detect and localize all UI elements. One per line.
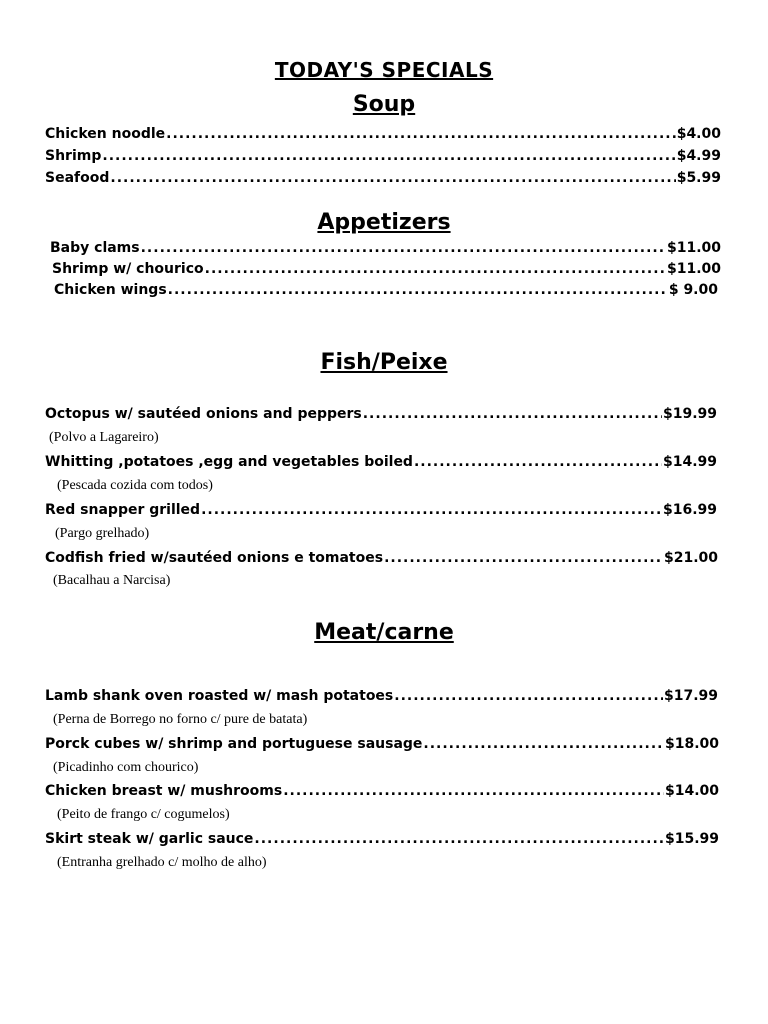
item-name: Skirt steak w/ garlic sauce (45, 831, 254, 847)
item-translation: (Perna de Borrego no forno c/ pure de batata) (53, 712, 308, 727)
dot-leader (102, 148, 675, 164)
dot-leader (423, 736, 664, 752)
dot-leader (283, 783, 664, 799)
menu-item (50, 240, 721, 260)
menu-item (45, 170, 721, 190)
dot-leader (394, 688, 663, 704)
menu-item (45, 736, 719, 756)
item-price: $15.99 (664, 831, 719, 847)
item-price: $4.99 (676, 148, 721, 164)
section-heading-appetizers: Appetizers (317, 210, 451, 235)
menu-item (45, 550, 718, 570)
menu-item (45, 126, 721, 146)
dot-leader (201, 502, 662, 518)
dot-leader (168, 282, 668, 298)
item-translation: (Pargo grelhado) (55, 526, 150, 541)
section-heading-meat: Meat/carne (314, 620, 454, 645)
item-price: $14.00 (664, 783, 719, 799)
menu-item (45, 148, 721, 168)
item-translation: (Bacalhau a Narcisa) (53, 573, 171, 588)
item-price: $21.00 (663, 550, 718, 566)
item-name: Whitting ,potatoes ,egg and vegetables boiled (45, 454, 413, 470)
item-name: Codfish fried w/sautéed onions e tomatoes (45, 550, 384, 566)
dot-leader (141, 240, 666, 256)
page-title: TODAY'S SPECIALS (274, 58, 494, 82)
section-heading-soup: Soup (352, 92, 416, 117)
dot-leader (363, 406, 662, 422)
item-price: $14.99 (662, 454, 717, 470)
menu-item (45, 406, 717, 426)
item-price: $11.00 (666, 261, 721, 277)
menu-item (45, 688, 718, 708)
dot-leader (254, 831, 664, 847)
item-name: Red snapper grilled (45, 502, 201, 518)
item-name: Shrimp (45, 148, 102, 164)
section-heading-fish: Fish/Peixe (320, 350, 448, 375)
dot-leader (384, 550, 663, 566)
item-price: $19.99 (662, 406, 717, 422)
dot-leader (166, 126, 676, 142)
item-price: $5.99 (676, 170, 721, 186)
item-name: Chicken wings (54, 282, 167, 298)
menu-item (45, 831, 719, 851)
item-name: Porck cubes w/ shrimp and portuguese sausage (45, 736, 423, 752)
item-name: Shrimp w/ chourico (52, 261, 204, 277)
item-price: $16.99 (662, 502, 717, 518)
dot-leader (205, 261, 666, 277)
item-translation: (Entranha grelhado c/ molho de alho) (57, 855, 267, 870)
item-price: $4.00 (676, 126, 721, 142)
item-price: $17.99 (663, 688, 718, 704)
item-translation: (Polvo a Lagareiro) (49, 430, 159, 445)
item-translation: (Picadinho com chourico) (53, 760, 199, 775)
item-translation: (Peito de frango c/ cogumelos) (57, 807, 230, 822)
item-price: $18.00 (664, 736, 719, 752)
menu-item (45, 454, 717, 474)
menu-item (45, 783, 719, 803)
item-name: Octopus w/ sautéed onions and peppers (45, 406, 362, 422)
menu-item (45, 502, 717, 522)
menu-item (52, 261, 721, 281)
item-name: Chicken breast w/ mushrooms (45, 783, 283, 799)
item-price: $11.00 (666, 240, 721, 256)
dot-leader (110, 170, 675, 186)
item-name: Baby clams (50, 240, 140, 256)
item-name: Lamb shank oven roasted w/ mash potatoes (45, 688, 394, 704)
item-name: Chicken noodle (45, 126, 166, 142)
item-price: $ 9.00 (668, 282, 718, 298)
dot-leader (414, 454, 662, 470)
menu-item (54, 282, 718, 302)
item-name: Seafood (45, 170, 110, 186)
item-translation: (Pescada cozida com todos) (57, 478, 213, 493)
